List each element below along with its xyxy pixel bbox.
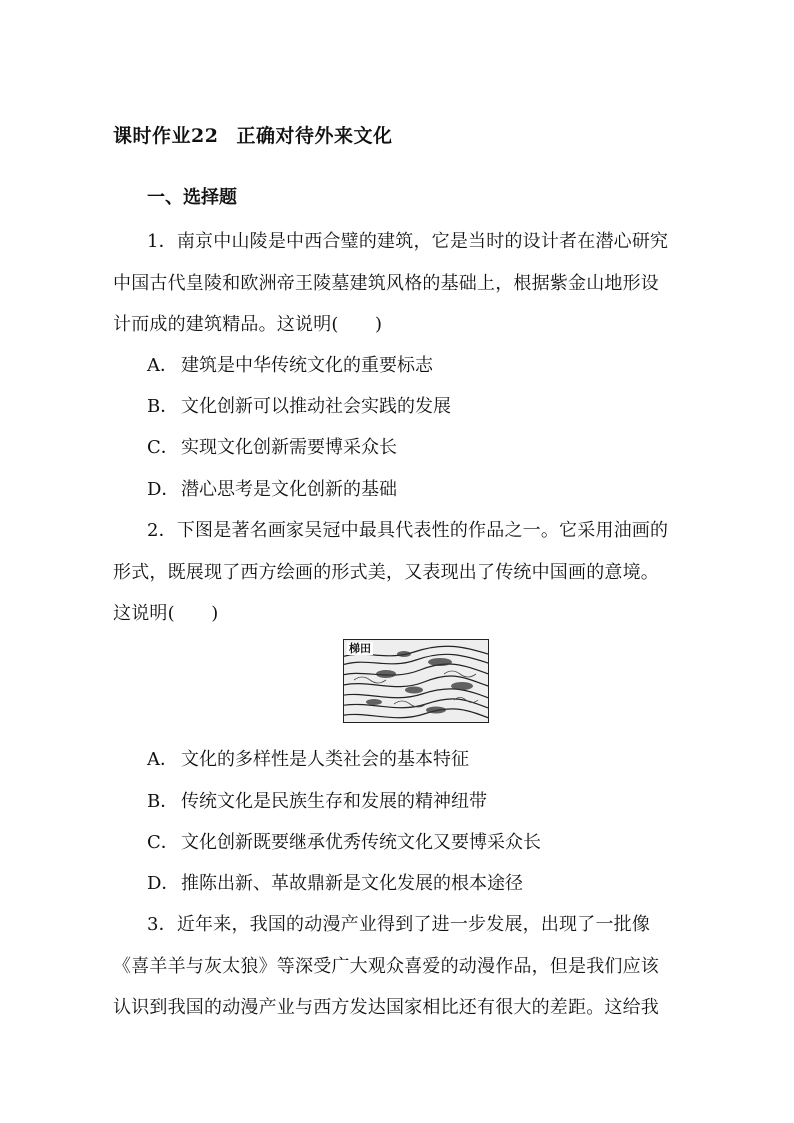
option-text: 文化的多样性是人类社会的基本特征 [181, 749, 469, 770]
q2-option-a [147, 745, 469, 771]
painting-title: 梯田 [349, 642, 371, 655]
option-label: D． [147, 873, 180, 894]
option-text: 文化创新既要继承优秀传统文化又要博采众长 [181, 832, 541, 853]
option-text: 潜心思考是文化创新的基础 [181, 479, 397, 500]
option-label: B． [147, 791, 179, 812]
option-text: 实现文化创新需要博采众长 [181, 437, 397, 458]
title-number: 课时作业22 [113, 125, 219, 147]
option-text: 建筑是中华传统文化的重要标志 [181, 355, 433, 376]
q2-line-3: 这说明( ) [113, 603, 219, 624]
q1-line-2: 中国古代皇陵和欧洲帝王陵墓建筑风格的基础上，根据紫金山地形设 [113, 273, 659, 294]
option-text: 文化创新可以推动社会实践的发展 [181, 396, 451, 417]
page-title [113, 121, 392, 148]
q1-option-a [147, 351, 433, 377]
q2-option-b [147, 787, 487, 813]
q2-option-d [147, 869, 523, 895]
option-text: 传统文化是民族生存和发展的精神纽带 [181, 791, 487, 812]
q1-line-3: 计而成的建筑精品。这说明( ) [113, 314, 383, 335]
option-label: C． [147, 437, 179, 458]
q1-option-d [147, 475, 397, 501]
option-label: A． [147, 749, 178, 770]
painting-figure [343, 639, 489, 723]
q3-line-2: 《喜羊羊与灰太狼》等深受广大观众喜爱的动漫作品，但是我们应该 [113, 956, 659, 977]
q1-option-b [147, 392, 451, 418]
q2-line-1: 2．下图是著名画家吴冠中最具代表性的作品之一。它采用油画的 [147, 520, 669, 541]
title-topic: 正确对待外来文化 [236, 125, 393, 147]
q1-option-c [147, 433, 397, 459]
q3-line-1: 3．近年来，我国的动漫产业得到了进一步发展，出现了一批像 [147, 914, 651, 935]
option-label: D． [147, 479, 180, 500]
option-label: C． [147, 832, 179, 853]
q2-line-2: 形式，既展现了西方绘画的形式美，又表现出了传统中国画的意境。 [113, 562, 659, 583]
option-label: B． [147, 396, 179, 417]
option-text: 推陈出新、革故鼎新是文化发展的根本途径 [181, 873, 523, 894]
section-heading: 一、选择题 [147, 187, 237, 208]
q3-line-3: 认识到我国的动漫产业与西方发达国家相比还有很大的差距。这给我 [113, 997, 659, 1018]
q2-option-c [147, 828, 541, 854]
option-label: A． [147, 355, 178, 376]
q1-line-1: 1．南京中山陵是中西合璧的建筑，它是当时的设计者在潜心研究 [147, 231, 669, 252]
